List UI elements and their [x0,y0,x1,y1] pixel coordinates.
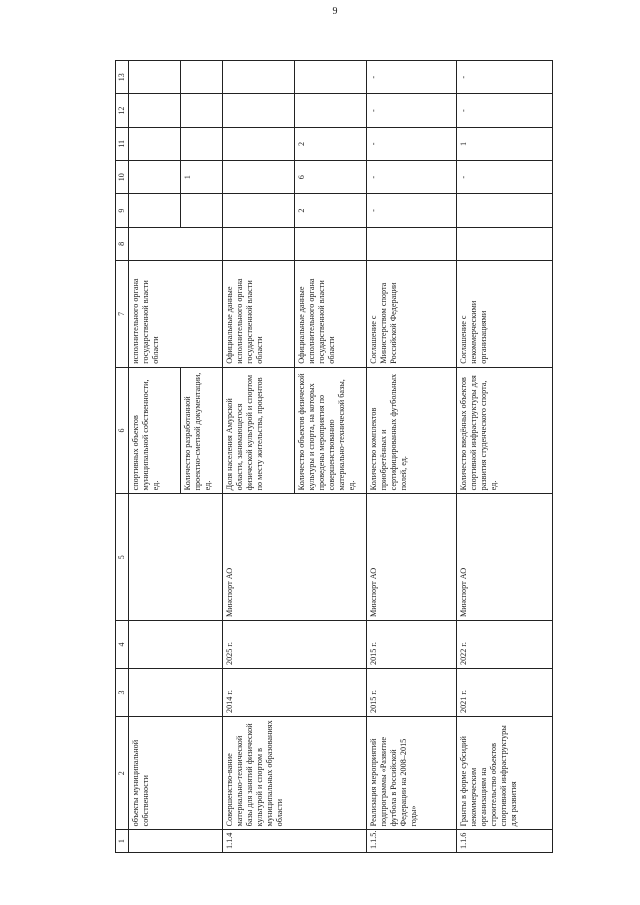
value-cell [223,161,295,194]
column-header: 5 [116,494,129,621]
column-header: 9 [116,194,129,227]
executor [129,494,223,621]
rotated-table-container [115,60,539,853]
column-header: 3 [116,669,129,717]
indicator-text: Количество введённых объектов спортивной инфраструктуры для развития студенческого спорта, ед. [457,367,553,494]
end-year: 2015 г. [367,621,457,669]
value-cell [223,127,295,160]
value-cell [295,94,367,127]
indicator-text: Доля населения Амурской области, занимающегося физической культурой и спортом по месту жительства, процентов [223,367,295,494]
page-number: 9 [332,6,338,17]
value-cell: - [367,194,457,227]
column-header: 1 [116,830,129,853]
value-cell [129,61,181,94]
value-cell [181,127,223,160]
end-year: 2025 г. [223,621,367,669]
value-cell [295,227,367,260]
value-cell: 6 [295,161,367,194]
data-source: Соглашение с некоммерческими организациями [457,261,553,368]
value-cell [223,227,295,260]
value-cell [181,194,223,227]
value-cell [181,61,223,94]
indicators-table [115,60,553,853]
value-cell: - [367,127,457,160]
value-cell: 2 [295,194,367,227]
value-cell: - [457,94,553,127]
table-row [457,61,553,853]
row-number: 1.1.4 [223,830,367,853]
value-cell [129,194,181,227]
column-header: 8 [116,227,129,260]
end-year [129,621,223,669]
value-cell [295,61,367,94]
indicator-text: спортивных объектов муниципальной собственности, ед. [129,367,181,494]
value-cell: - [367,161,457,194]
value-cell [129,227,223,260]
table-row [223,61,295,853]
value-cell: 1 [457,127,553,160]
measure-name: объекты муниципальной собственности [129,717,223,830]
measure-name: Совершенство-вание материально-технической базы для занятий физической культурой и спортом в муниципальных образованиях области [223,717,367,830]
row-number: 1.1.5. [367,830,457,853]
start-year: 2015 г. [367,669,457,717]
start-year: 2021 г. [457,669,553,717]
executor: Минспорт АО [457,494,553,621]
indicator-text: Количество комплектов приобретённых и сертифицированных футбольных полей, ед. [367,367,457,494]
header-row [116,61,129,853]
value-cell: - [367,94,457,127]
value-cell [129,94,181,127]
value-cell: - [457,61,553,94]
row-number: 1.1.6 [457,830,553,853]
executor: Минспорт АО [367,494,457,621]
data-source: Официальные данные исполнительного органа государственной власти области [223,261,295,368]
data-source: Соглашение с Министерством спорта Российской Федерации [367,261,457,368]
value-cell [223,194,295,227]
measure-name: Гранты в форме субсидий некоммерческим организациям на строительство объектов спортивной инфраструктуры для развития [457,717,553,830]
indicator-text: Количество разработанной проектно-сметной документации, ед. [181,367,223,494]
value-cell: - [367,61,457,94]
value-cell: 1 [181,161,223,194]
value-cell [223,61,295,94]
start-year: 2014 г. [223,669,367,717]
column-header: 4 [116,621,129,669]
value-cell [129,161,181,194]
indicator-text: Количество объектов физической культуры и спорта, на которых проведены мероприятия по совершенствованию материально-технической базы, ед. [295,367,367,494]
column-header: 12 [116,94,129,127]
row-number [129,830,223,853]
value-cell [457,194,553,227]
measure-name: Реализация мероприятий подпрограммы «Развитие футбола в Российской Федерации на 2008–2015 годы» [367,717,457,830]
column-header: 10 [116,161,129,194]
value-cell [223,94,295,127]
table-row [129,61,181,853]
value-cell [181,94,223,127]
value-cell: - [457,161,553,194]
table-row [367,61,457,853]
column-header: 7 [116,261,129,368]
start-year [129,669,223,717]
column-header: 6 [116,367,129,494]
value-cell: 2 [295,127,367,160]
column-header: 13 [116,61,129,94]
data-source: Официальные данные исполнительного органа государственной власти области [295,261,367,368]
value-cell [457,227,553,260]
column-header: 2 [116,717,129,830]
value-cell [129,127,181,160]
value-cell [367,227,457,260]
executor: Минспорт АО [223,494,367,621]
end-year: 2022 г. [457,621,553,669]
data-source: исполнительного органа государственной власти области [129,261,223,368]
column-header: 11 [116,127,129,160]
